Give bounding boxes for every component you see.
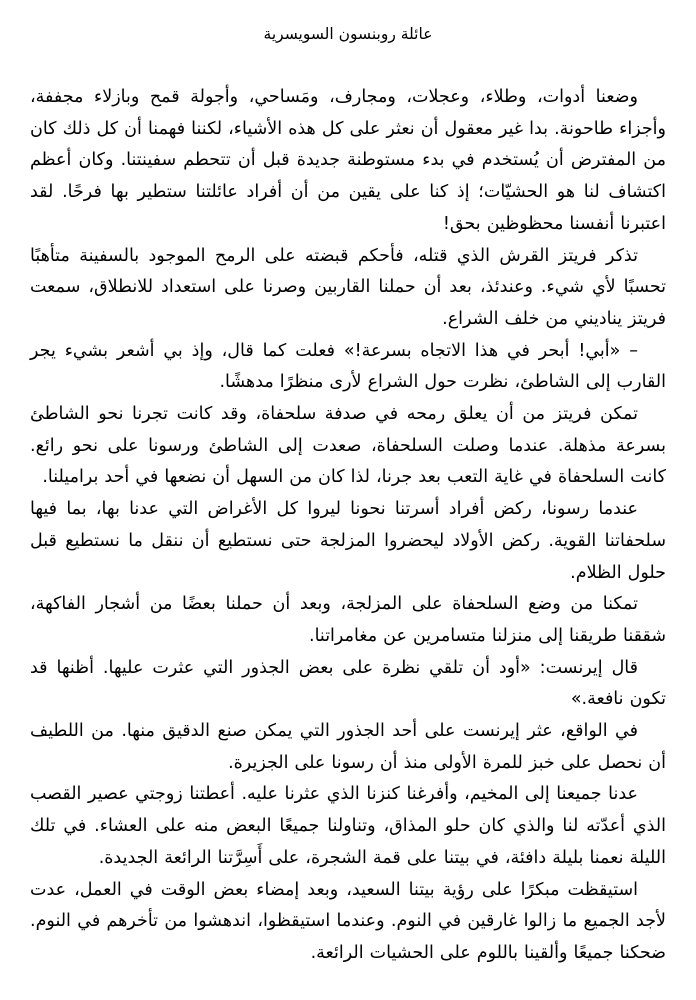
paragraph-dialogue: قال إيرنست: «أود أن تلقي نظرة على بعض الجذور التي عثرت عليها. أظنها قد تكون نافعة.» bbox=[30, 657, 666, 710]
paragraph: تمكنا من وضع السلحفاة على المزلجة، وبعد أن حملنا بعضًا من أشجار الفاكهة، شققنا طريقنا إلى منزلنا متسامرين عن مغامراتنا. bbox=[30, 594, 666, 646]
document-body bbox=[30, 82, 666, 970]
paragraph-dialogue: – «أبي! أبحر في هذا الاتجاه بسرعة!» فعلت كما قال، وإذ بي أشعر بشيء يجر القارب إلى الشاطئ، نظرت حول الشراع لأرى منظرًا مدهشًا. bbox=[30, 340, 666, 393]
paragraph: في الواقع، عثر إيرنست على أحد الجذور التي يمكن صنع الدقيق منها. من اللطيف أن نحصل على خبز للمرة الأولى منذ أن رسونا على الجزيرة. bbox=[30, 721, 666, 773]
paragraph: استيقظت مبكرًا على رؤية بيتنا السعيد، وبعد إمضاء بعض الوقت في العمل، عدت لأجد الجميع ما زالوا غارقين في النوم. وعندما استيقظوا، اندهشوا من تأخرهم في النوم. ضحكنا جميعًا وألقينا باللوم على الحشيات الرائعة. bbox=[30, 879, 666, 963]
paragraph: عندما رسونا، ركض أفراد أسرتنا نحونا ليروا كل الأغراض التي عدنا بها، بما فيها سلحفاتنا القوية. ركض الأولاد ليحضروا المزلجة حتى نستطيع أن ننقل ما نستطيع قبل حلول الظلام. bbox=[30, 499, 666, 583]
paragraph: عدنا جميعنا إلى المخيم، وأفرغنا كنزنا الذي عثرنا عليه. أعطتنا زوجتي عصير القصب الذي أعدّته لنا والذي كان حلو المذاق، وتناولنا جميعًا البعض منه على العشاء. في تلك الليلة نعمنا بليلة دافئة، في بيتنا على قمة الشجرة، على أَسِرَّتنا الرائعة الجديدة. bbox=[30, 784, 666, 868]
paragraph: تمكن فريتز من أن يعلق رمحه في صدفة سلحفاة، وقد كانت تجرنا نحو الشاطئ بسرعة مذهلة. عندما وصلت السلحفاة، صعدت إلى الشاطئ ورسونا على نحو رائع. كانت السلحفاة في غاية التعب بعد جرنا، لذا كان من السهل أن نضعها في أحد براميلنا. bbox=[30, 404, 666, 488]
paragraph: وضعنا أدوات، وطلاء، وعجلات، ومجارف، ومَساحي، وأجولة قمح وبازلاء مجففة، وأجزاء طاحونة. بدا غير معقول أن نعثر على كل هذه الأشياء، لكننا فهمنا أن كل ذلك كان من المفترض أن يُستخدم في بدء مستوطنة جديدة قبل أن تتحطم سفينتنا. وكان أعظم اكتشاف لنا هو الحشيّات؛ إذ كنا على يقين من أن أفراد عائلتنا ستطير بها فرحًا. لقد اعتبرنا أنفسنا محظوظين بحق! bbox=[30, 87, 666, 234]
paragraph: تذكر فريتز القرش الذي قتله، فأحكم قبضته على الرمح الموجود بالسفينة متأهبًا تحسبًا لأي شيء. وعندئذ، بعد أن حملنا القاربين وصرنا على استعداد للانطلاق، سمعت فريتز يناديني من خلف الشراع. bbox=[30, 245, 666, 329]
page-title: عائلة روبنسون السويسرية bbox=[263, 25, 433, 43]
